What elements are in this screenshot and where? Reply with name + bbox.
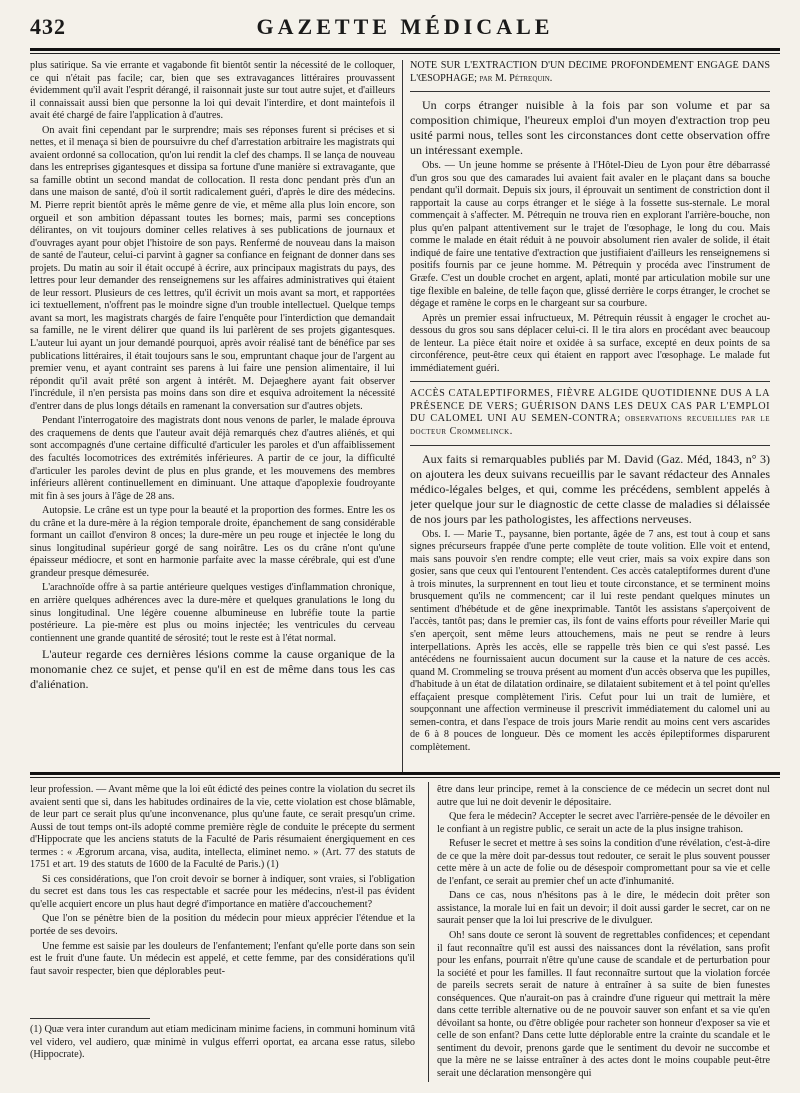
footnote: (1) Quæ vera inter curandum aut etiam medicinam minime faciens, in communi hominum vitâ vel videro, vel audiero, quæ minimè in vulgus efferri oportat, ea arcana esse ratus, silebo (Hippocrate). [30,1024,415,1061]
header-rule-thin [30,53,780,54]
paragraph: Autopsie. Le crâne est un type pour la beauté et la proportion des formes. Entre les os du crâne et la dure-mère à la région temporale droite, épanchement de sang considérable formant un caillot d'environ 8 onces; la dure-mère un peu rouge et injectée le long du sinus longitudinal supérieur gorgé de sang noirâtre. Les os du crâne n'ont qu'une épaisseur médiocre, et sont en harmonie parfaite avec la masse cérébrale, qui est d'une grandeur presque démesurée. [30,505,395,579]
section-rule [410,381,770,382]
paragraph: Aux faits si remarquables publiés par M. David (Gaz. Méd, 1843, n° 3) on ajoutera les deux suivans recueillis par le savant rédacteur des Annales médico-légales belges, et qui, comme les précédens, semblent appelés à jeter quelque jour sur le diagnostic de cette classe de maladies si délaissée de nos jours par les pathologistes, les affections nerveuses. [410,451,770,526]
mid-rule-thin [30,777,780,778]
paragraph: Pendant l'interrogatoire des magistrats dont nous venons de parler, le malade éprouva des craquemens de dents que l'auteur avait déjà remarqués chez d'autres aliénés, et qui sont accompagnés d'une certaine difficulté d'articuler les paroles et d'un affaiblissement des facultés locomotrices des extrémités inférieures. A partir de ce jour, la difficulté d'articuler les paroles devint de plus en plus grande, et les mouvemens des membres inférieurs allèrent continuellement en diminuant. Une attaque d'apoplexie foudroyante mit fin à ses jours à l'âge de 28 ans. [30,415,395,502]
bottom-left-column [30,784,415,1014]
conclusion-paragraph: L'auteur regarde ces dernières lésions comme la cause organique de la monomanie chez ce sujet, et pense qu'il en est de même dans tous les cas d'aliénation. [30,647,395,692]
section-rule [410,445,770,446]
paragraph: être dans leur principe, remet à la conscience de ce médecin un secret dont nul autre que lui ne doit devenir le dépositaire. [437,784,770,808]
paragraph: Après un premier essai infructueux, M. Pétrequin réussit à engager le crochet au-dessous du gros sou sans déplacer celui-ci. Il le tira alors en procédant avec beaucoup de lenteur. La pièce était noire et oxidée à sa surface, excepté en deux points de sa circonférence, peut-être ceux qui étaient en rapport avec l'œsophage. Le malade fut immédiatement guéri. [410,312,770,374]
paragraph: Que fera le médecin? Accepter le secret avec l'arrière-pensée de le dévoiler en le confiant à un registre public, ce serait un acte de la plus insigne trahison. [437,811,770,835]
footnote-rule [30,1018,150,1019]
column-divider [402,60,403,772]
section-title: ACCÈS CATALEPTIFORMES, FIÈVRE ALGIDE QUOTIDIENNE DUS A LA PRÉSENCE DE VERS; GUÉRISON DANS LES DEUX CAS PAR L'EMPLOI DU CALOMEL UNI AU SEMEN-CONTRA; observations recueillies par le docteur Crommelinck. [410,388,770,438]
title-rule [410,91,770,92]
mid-rule [30,772,780,775]
paragraph: Un corps étranger nuisible à la fois par son volume et par sa composition chimique, l'heureux emploi d'un moyen d'extraction trop peu usité parmi nous, telles sont les circonstances dont cette observation offre un intéressant exemple. [410,98,770,158]
paragraph: Une femme est saisie par les douleurs de l'enfantement; l'enfant qu'elle porte dans son sein est le fruit d'une faute. Un médecin est appelé, et cette femme, par des considérations qu'il faut savoir respecter, bien que déplorables peut- [30,940,415,977]
paragraph: Obs. I. — Marie T., paysanne, bien portante, âgée de 7 ans, est tout à coup et sans signes précurseurs frappée d'une perte complète de toute volition. Elle voit et entend, mais sans pouvoir s'en rendre compte; elle veut crier, mais sa voix expire dans son gosier, sans que ceux qui l'entourent l'entendent. Ces accès cataleptiformes durent d'une à trois minutes, la surprennent en tout lieu et toute circonstance, et se terminent moins brusquement qu'ils ne commencent; car il lui reste pendant quelques minutes un sentiment d'hébétude et de gêne inexprimable. Tantôt les assistans s'aperçoivent de l'accès, tantôt pas; dans le premier cas, ils font de vains efforts pour réveiller Marie qui s'en aperçoit, sent même leurs attouchemens, mais ne peut se rendre à leurs interpellations. Après les accès, elle se rappelle très bien ce qui s'est passé. Les antécédens ne fournissaient aucun document sur la cause et la nature de ces accès. quand M. Crommeling se trouva présent au moment d'un accès observa que les pupilles, d'habitude à un état de dilatation ordinaire, se dilataient subitement et à tel point qu'elles effaçaient presque complètement l'iris. Cefut pour lui un trait de lumière, et soupçonnant une affection vermineuse il prescrivit immédiatement du calomel uni au semen-contra, et dans l'espace de trois jours Marie rendit au moins cent vers ascarides de 6 à 8 pouces de longueur. Dès ce moment les accès épileptiformes disparurent complètement. [410,528,770,753]
paragraph: Obs. — Un jeune homme se présente à l'Hôtel-Dieu de Lyon pour être débarrassé d'un gros sou que des camarades lui avaient fait avaler en le plaçant dans sa bouche pendant qu'il dormait. Depuis six jours, il éprouvait un sentiment de constriction dont il rapportait la cause au corps étranger et le siége à la fossette sus-sternale. Le moral commençait à s'affecter. M. Pétrequin ne trouva rien en explorant l'arrière-bouche, non plus qu'en palpant attentivement sur le trajet de l'œsophage, le long du cou. Mais comme le malade en était réduit à ne pouvoir absolument rien avaler de solide, il était indiqué de faire une tentative d'extraction que justifiaient d'ailleurs les renseignemens si positifs fournis par ce jeune homme. M. Pétrequin y procéda avec l'instrument de Græfe. C'est un double crochet en argent, aplati, monté par articulation mobile sur une tige flexible en baleine, de telle façon que, glissé derrière le corps étranger, le crochet se dégage et ramène le corps en le chargeant sur sa courbure. [410,160,770,310]
paragraph: On avait fini cependant par le surprendre; mais ses réponses furent si précises et si nettes, et il menaça si bien de poursuivre du chef d'arrestation arbitraire les magistrats qui avaient ordonné sa collocation, qu'on lui rendit la clef des champs. Il se lança de nouveau dans les entreprises gigantesques et dissipa sa fortune d'une manière si extravagante, que sa famille obtint un second mandat de collocation. Il resta donc pendant près d'un an dans une maison de santé, d'où il sortit radicalement guéri, d'après le dire des médecins. M. Pierre reprit bientôt après le même genre de vie, et même alla plus loin encore, son orgueil et son ambition dépassant toutes les bornes; mais, parmi ses conceptions délirantes, on vit toujours dominer celles relatives à ses publications de journaux et d'ouvrages ayant pour objet l'histoire de son pays. Renfermé de nouveau dans la maison de santé de l'auteur, celui-ci parvint à gagner sa confiance en feignant de donner dans ses projets. Du matin au soir il était occupé à écrire, aux principaux magistrats du pays, des lettres pour leur demander des renseignemens sur les affaires administratives qui étaient de leur ressort. Plusieurs de ces lettres, qu'il écrivit un mois avant sa mort, et rapportées ici textuellement, n'offrent pas le moindre signe d'un trouble intellectuel. Quelque temps avant sa mort, les magistrats chargés de faire l'enquête pour l'interdiction que demandait sa famille, ne le virent délirer que quand ils lui parlèrent de ses projets gigantesques. L'auteur lui ayant un jour demandé pourquoi, après avoir réalisé tant de bénéfice par ses publications littéraires, il était toujours sans le sou, empruntant chaque jour de l'argent au premier venu, et ayant contraint ses parens à lui faire une pension alimentaire, il lui répondit qu'il avait prêté son argent à intérêt. M. Dejaeghere ayant fait observer l'incrédule, il n'en persista pas moins dans son dire et esquiva adroitement la nécessité d'entrer dans de plus longs détails en ramenant la conversation sur d'autres objets. [30,124,395,412]
right-column [410,60,770,770]
page-header [30,14,780,44]
paragraph: leur profession. — Avant même que la loi eût édicté des peines contre la violation du secret ils avaient senti que si, dans les habitudes ordinaires de la vie, cette violation est chose blâmable, de leur part ce serait plus qu'une inconvenance, plus qu'une faute, ce serait presqu'un crime. Aussi de tout temps ont-ils adopté comme première règle de conduite le précepte du serment d'Hippocrate que les anciens statuts de la Faculté de Paris résumaient énergiquement en ces termes : « Ægrorum arcana, visa, audita, intellecta, eliminet nemo. » (Art. 77 des statuts de 1751 et art. 19 des statuts de 1600 de la Faculté de Paris.) (1) [30,784,415,871]
note-title: NOTE SUR L'EXTRACTION D'UN DÉCIME PROFONDÉMENT ENGAGÉ DANS L'ŒSOPHAGE; par M. Pétrequin. [410,60,770,84]
paragraph: Que l'on se pénètre bien de la position du médecin pour mieux apprécier l'étendue et la portée de ses devoirs. [30,913,415,938]
paragraph: L'arachnoïde offre à sa partie antérieure quelques vestiges d'inflammation chronique, en arrière quelques adhérences avec la dure-mère et quelques granulations le long du sinus longitudinal. Une légère couenne albumineuse en lubréfie toute la partie postérieure. La pie-mère est plus ou moins injectée; les ventricules du cerveau contiennent une grande quantité de sérosité; tout le reste est à l'état normal. [30,582,395,644]
paragraph: Refuser le secret et mettre à ses soins la condition d'une révélation, c'est-à-dire de ce que la mère doit par-dessus tout redouter, ce serait le plus souvent pousser cette mère à un acte de folie ou de désespoir compromettant pour sa vie et celle de l'enfant, ce serait au premier chef un acte d'inhumanité. [437,838,770,887]
left-column [30,60,395,770]
paragraph: plus satirique. Sa vie errante et vagabonde fit bientôt sentir la nécessité de le colloquer, ce qui n'était pas facile; car, bien que ses extravagances littéraires prouvassent évidemment qu'il avait l'esprit dérangé, il raisonnait juste sur tout autre sujet, et d'ailleurs il connaissait aussi bien que personne la loi qui devait l'interdire, et dont maintefois il avait été chargé de faire l'application à d'autres. [30,60,395,122]
journal-title: GAZETTE MÉDICALE [256,14,554,39]
bottom-right-column [437,784,770,1084]
paragraph: Dans ce cas, nous n'hésitons pas à le dire, le médecin doit prêter son assistance, la morale lui en fait un devoir; il doit aussi garder le secret, car on ne saurait penser que la loi lui prescrive de le divulguer. [437,890,770,927]
paragraph: Oh! sans doute ce seront là souvent de regrettables confidences; et cependant il faut reconnaître qu'il est aussi des naissances dont la révélation, sans profit pour les enfans, pourrait n'être qu'une cause de scandale et de perturbation pour la société et pour les familles. Il faut reconnaître surtout que la violation forcée de pareils secrets serait de nature à entraîner à sa suite de bien funestes conséquences. Que n'aurait-on pas à craindre d'une rigueur qui mettrait la mère dans cette terrible alternative ou de ne pouvoir sauver son enfant et sa vie qu'en dévoilant sa honte, ou d'être obligée pour racheter son honneur d'exposer sa vie et celle de son enfant? Dans cette lutte déplorable entre la crainte du scandale et le sentiment du devoir, prenons garde que le sentiment du devoir ne succombe et que la mère ne se laisse entraîner à des actes dont le moins coupable peut-être serait une déclaration mensongère qui [437,930,770,1080]
page-number: 432 [30,14,66,39]
column-divider [428,782,429,1082]
header-rule [30,48,780,51]
paragraph: Si ces considérations, que l'on croit devoir se borner à indiquer, sont vraies, si l'obligation du secret est dans tous les cas respectable et sacrée pour les médecins, n'est-il pas évident qu'elle acquiert encore un plus haut degré d'importance en matière d'accouchement? [30,873,415,910]
